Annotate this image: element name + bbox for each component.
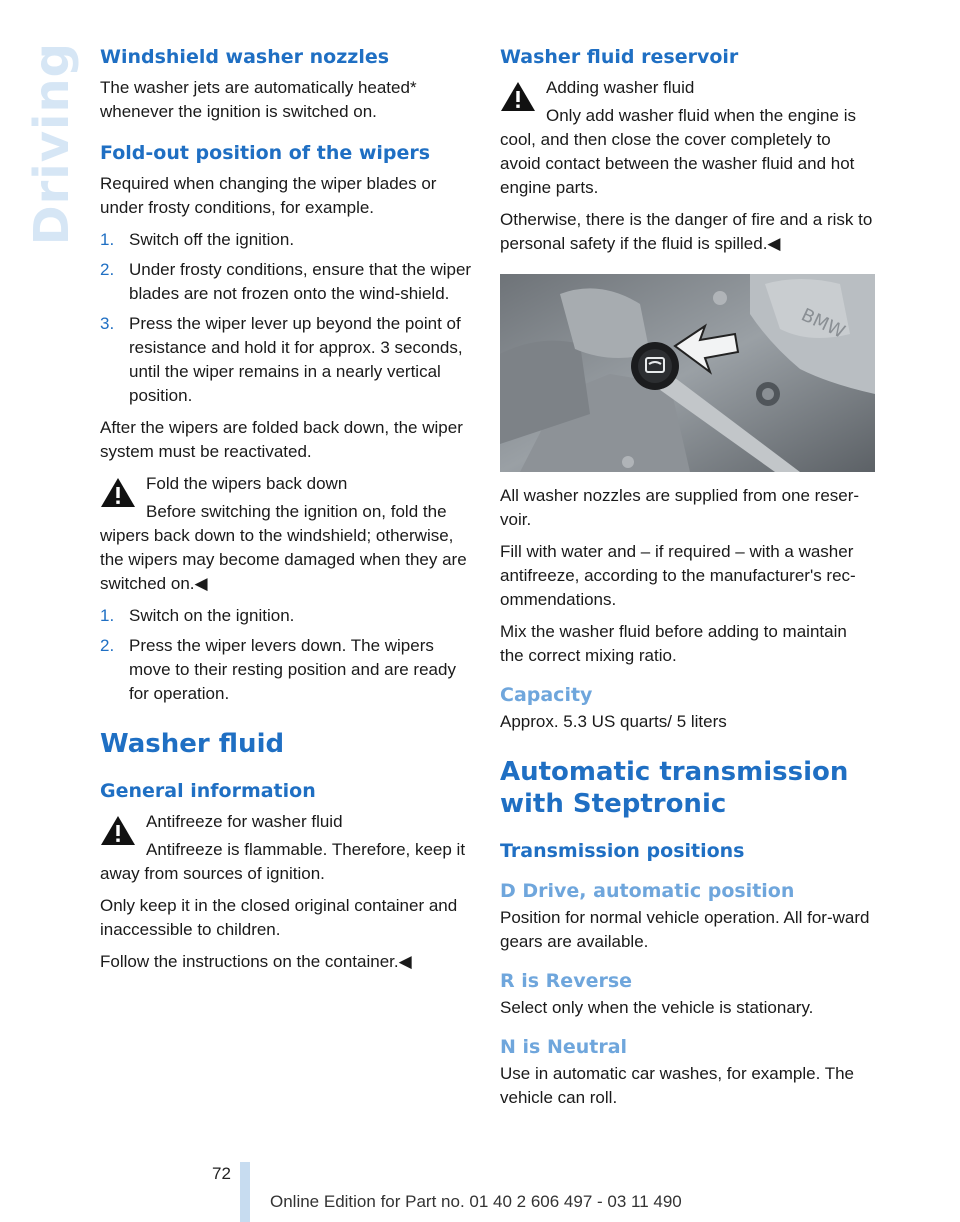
heading-drive: D Drive, automatic position [500, 880, 795, 902]
paragraph-reactivate: After the wipers are folded back down, the wiper system must be reactivated. [100, 418, 463, 461]
warning-title: Adding washer fluid [546, 78, 695, 97]
paragraph-reverse: Select only when the vehicle is stationary. [500, 998, 814, 1017]
paragraph-fill: Fill with water and – if required – with a washer antifreeze, according to the manufacturer's rec-ommendations. [500, 542, 856, 609]
paragraph-drive: Position for normal vehicle operation. All for-ward gears are available. [500, 908, 870, 951]
heading-reverse: R is Reverse [500, 970, 633, 992]
page-number: 72 [212, 1164, 231, 1183]
paragraph-danger: Otherwise, there is the danger of fire and a risk to personal safety if the fluid is spilled.◀ [500, 210, 873, 253]
steps-list-1 [100, 228, 475, 408]
warning-triangle-icon [100, 814, 136, 846]
warning-text: Before switching the ignition on, fold the wipers back down to the windshield; otherwise, the wipers may become damaged when they are switched on.◀ [100, 502, 467, 593]
steps-list-2 [100, 604, 475, 706]
heading-general-information: General information [100, 780, 316, 802]
warning-title: Fold the wipers back down [146, 474, 348, 493]
warning-triangle-icon [500, 80, 536, 112]
step-text: Under frosty conditions, ensure that the wiper blades are not frozen onto the wind-shield. [129, 260, 472, 303]
heading-washer-nozzles: Windshield washer nozzles [100, 46, 390, 68]
step-number: 2. [100, 260, 115, 279]
footer-edition: Online Edition for Part no. 01 40 2 606 497 - 03 11 490 [270, 1192, 682, 1211]
paragraph-neutral: Use in automatic car washes, for example. The vehicle can roll. [500, 1064, 855, 1107]
footer-bar [240, 1162, 250, 1222]
heading-reservoir: Washer fluid reservoir [500, 46, 739, 68]
paragraph-nozzles-supplied: All washer nozzles are supplied from one reser-voir. [500, 486, 860, 529]
step-number: 3. [100, 314, 115, 333]
step-number: 2. [100, 636, 115, 655]
warning-text: Only add washer fluid when the engine is cool, and then close the cover completely to avoid contact between the washer fluid and hot engine parts. [500, 106, 856, 197]
list-item [100, 312, 475, 408]
paragraph-mix: Mix the washer fluid before adding to maintain the correct mixing ratio. [500, 622, 847, 665]
step-text: Switch off the ignition. [129, 230, 295, 249]
section-tab: Driving [24, 42, 80, 246]
warning-text: Antifreeze is flammable. Therefore, keep it away from sources of ignition. [100, 840, 466, 883]
step-number: 1. [100, 606, 115, 625]
engine-bay-photo [500, 274, 875, 472]
list-item [100, 258, 475, 306]
warning-antifreeze [100, 810, 475, 886]
paragraph-fold-out: Required when changing the wiper blades or under frosty conditions, for example. [100, 174, 437, 217]
step-text: Switch on the ignition. [129, 606, 295, 625]
photo-logo-text: BMW [797, 304, 849, 343]
heading-transmission-positions: Transmission positions [500, 840, 745, 862]
warning-title: Antifreeze for washer fluid [146, 812, 343, 831]
list-item [100, 634, 475, 706]
warning-adding-fluid [500, 76, 875, 200]
right-column [500, 44, 875, 1118]
step-number: 1. [100, 230, 115, 249]
paragraph-nozzles: The washer jets are automatically heated* whenever the ignition is switched on. [100, 78, 417, 121]
paragraph-keep: Only keep it in the closed original container and inaccessible to children. [100, 896, 458, 939]
heading-neutral: N is Neutral [500, 1036, 628, 1058]
warning-fold-wipers [100, 472, 475, 596]
paragraph-follow: Follow the instructions on the container.◀ [100, 952, 412, 971]
left-column [100, 44, 475, 982]
step-text: Press the wiper lever up beyond the point of resistance and hold it for approx. 3 seconds, until the wiper remains in a nearly vertical position. [129, 314, 463, 405]
list-item [100, 604, 475, 628]
heading-washer-fluid: Washer fluid [100, 729, 285, 759]
warning-triangle-icon [100, 476, 136, 508]
paragraph-capacity: Approx. 5.3 US quarts/ 5 liters [500, 712, 727, 731]
list-item [100, 228, 475, 252]
heading-automatic-transmission: Automatic transmission with Steptronic [500, 757, 849, 819]
step-text: Press the wiper levers down. The wipers move to their resting position and are ready for operation. [129, 636, 456, 703]
heading-capacity: Capacity [500, 684, 593, 706]
heading-fold-out: Fold-out position of the wipers [100, 142, 431, 164]
